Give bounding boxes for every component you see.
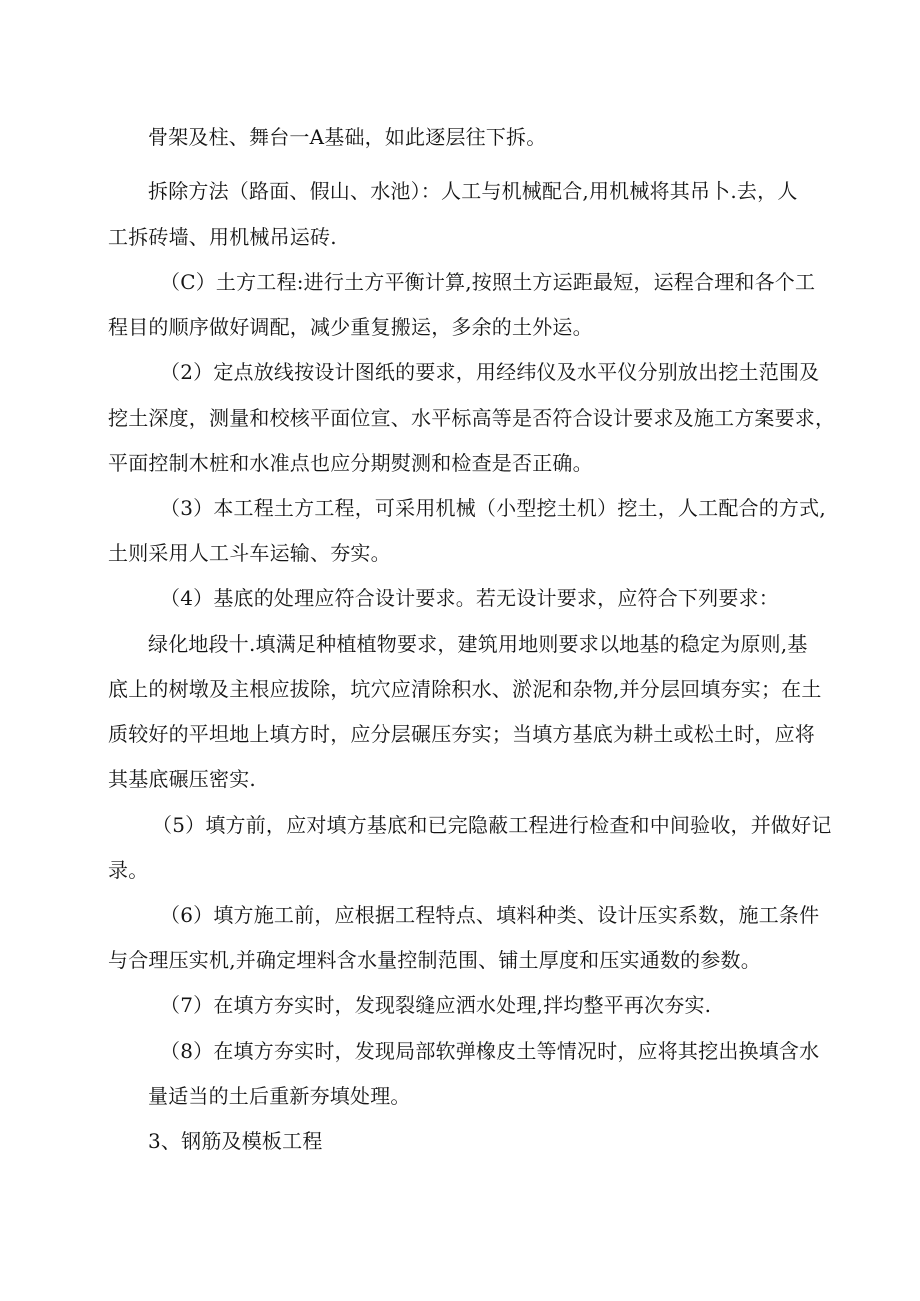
text-line-16: （5）填方前，应对填方基底和已完隐蔽工程进行检查和中间验收，并做好记 xyxy=(152,813,832,837)
text-line-22: 量适当的土后重新夯填处理。 xyxy=(148,1084,411,1108)
text-line-12: 绿化地段十.填满足种植植物要求，建筑用地则要求以地基的稳定为原则,基 xyxy=(148,632,808,656)
text-line-18: （6）填方施工前，应根据工程特点、填料种类、设计压实系数，施工条件 xyxy=(160,903,820,927)
text-line-15: 其基底碾压密实. xyxy=(108,767,256,791)
text-line-3: 工拆砖墙、用机械吊运砖. xyxy=(108,225,337,249)
text-line-7: 挖土深度，测量和校核平面位宣、水平标高等是否符合设计要求及施工方案要求， xyxy=(108,406,836,430)
text-line-14: 质较好的平坦地上填方时，应分层碾压夯实；当填方基底为耕土或松土时，应将 xyxy=(108,722,815,746)
text-line-11: （4）基底的处理应符合设计要求。若无设计要求，应符合下列要求： xyxy=(160,586,779,610)
text-line-2: 拆除方法（路面、假山、水池）：人工与机械配合,用机械将其吊卜.去，人 xyxy=(148,179,798,203)
text-line-9: （3）本工程土方工程，可采用机械（小型挖土机）挖土，人工配合的方式, xyxy=(160,496,826,520)
text-line-8: 平面控制木桩和水准点也应分期熨测和检查是否正确。 xyxy=(108,451,593,475)
text-line-1: 骨架及柱、舞台一A基础，如此逐层往下拆。 xyxy=(148,125,547,149)
section-heading: 3、钢筋及模板工程 xyxy=(148,1129,323,1153)
text-line-6: （2）定点放线按设计图纸的要求，用经纬仪及水平仪分别放出挖土范围及 xyxy=(160,360,820,384)
text-line-10: 土则采用人工斗车运输、夯实。 xyxy=(108,541,391,565)
text-line-17: 录。 xyxy=(108,858,149,882)
text-line-19: 与合理压实机,并确定埋料含水量控制范围、铺土厚度和压实通数的参数。 xyxy=(108,948,761,972)
text-line-20: （7）在填方夯实时，发现裂缝应洒水处理,拌均整平再次夯实. xyxy=(160,993,712,1017)
text-line-5: 程目的顺序做好调配，减少重复搬运，多余的土外运。 xyxy=(108,315,593,339)
text-line-13: 底上的树墩及主根应拔除，坑穴应清除积水、淤泥和杂物,并分层回填夯实；在土 xyxy=(108,677,822,701)
text-line-4: （C）土方工程:进行土方平衡计算,按照土方运距最短，运程合理和各个工 xyxy=(160,270,816,294)
text-line-21: （8）在填方夯实时，发现局部软弹橡皮土等情况时，应将其挖出换填含水 xyxy=(160,1039,820,1063)
